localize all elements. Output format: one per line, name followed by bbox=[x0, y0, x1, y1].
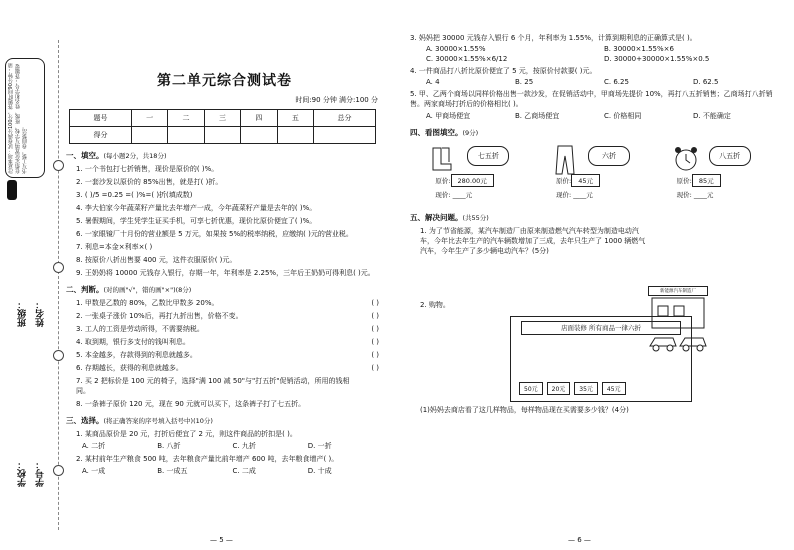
choice-options bbox=[426, 78, 782, 86]
fill-question: 5. 暑假期间，学生凭学生证买手机，可享七折优惠，现价比原价便宜了( )%。 bbox=[76, 217, 317, 225]
price-tag-boots bbox=[425, 144, 535, 206]
section-heading: 二、判断。(对的画"√"，错的画"×")(8分) bbox=[66, 285, 192, 294]
score-header: 总分 bbox=[314, 110, 376, 127]
option[interactable]: B. 八折 bbox=[157, 442, 181, 450]
pants-icon bbox=[552, 144, 578, 176]
score-cell[interactable] bbox=[241, 127, 277, 144]
right-page bbox=[410, 30, 782, 415]
option[interactable]: A. 二折 bbox=[82, 442, 106, 450]
problem-subquestion: (1)妈妈去商店看了这几样物品，每样物品现在买需要多少钱？(4分) bbox=[420, 406, 629, 414]
class-field[interactable]: 班级： bbox=[18, 300, 28, 327]
score-cell[interactable] bbox=[277, 127, 313, 144]
judge-question: 5. 本金越多，存款得到的利息就越多。 ( ) bbox=[76, 351, 379, 359]
option[interactable]: C. 6.25 bbox=[604, 78, 629, 86]
judge-question: 1. 甲数是乙数的 80%，乙数比甲数多 20%。 ( ) bbox=[76, 299, 379, 307]
discount-badge: 六折 bbox=[588, 146, 630, 166]
option[interactable]: D. 62.5 bbox=[693, 78, 719, 86]
option[interactable]: A. 一成 bbox=[82, 467, 106, 475]
shelf-price: 35元 bbox=[574, 382, 598, 395]
score-cell[interactable] bbox=[131, 127, 167, 144]
fill-question: 6. 一家眼镜厂十月份的营业额是 5 万元，如果按 5%的税率纳税，应缴纳( )元的营业税。 bbox=[76, 230, 353, 238]
choice-question: 4. 一件商品打八折比原价便宜了 5 元，按原价付款要( )元。 bbox=[410, 67, 597, 75]
option[interactable]: A. 30000×1.55% bbox=[426, 45, 486, 53]
score-header: 三 bbox=[204, 110, 240, 127]
school-field[interactable]: 学校： bbox=[18, 460, 28, 487]
price-tag-pants bbox=[546, 144, 656, 206]
score-row-label: 得分 bbox=[70, 127, 132, 144]
option[interactable]: D. 十成 bbox=[307, 467, 332, 475]
factory-sign: 新能源汽车制造厂 bbox=[648, 286, 708, 296]
alarm-clock-icon bbox=[671, 144, 701, 174]
score-header: 五 bbox=[277, 110, 313, 127]
cut-line bbox=[58, 40, 59, 530]
score-cell[interactable] bbox=[168, 127, 204, 144]
option[interactable]: C. 30000×1.55%×6/12 bbox=[426, 55, 508, 63]
problem-question: 2. 购物。 bbox=[420, 301, 450, 309]
option[interactable]: C. 价格相同 bbox=[604, 112, 642, 120]
binding-hole bbox=[53, 350, 64, 361]
option[interactable]: B. 25 bbox=[515, 78, 534, 86]
shelf-price: 45元 bbox=[602, 382, 626, 395]
judge-question: 2. 一张桌子涨价 10%后，再打九折出售，价格不变。 ( ) bbox=[76, 312, 379, 320]
choice-question: 1. 某商品原价是 20 元，打折后便宜了 2 元，则这件商品的折扣是( )。 bbox=[76, 430, 297, 438]
current-price-blank[interactable]: 现价: ____元 bbox=[555, 191, 593, 199]
fill-question: 2. 一套沙发以原价的 85%出售，就是打( )折。 bbox=[76, 178, 223, 186]
judge-question: 7. 买 2 把标价是 100 元的椅子，选择"满 100 减 50"与"打五折"促销活动，所用的钱相同。 bbox=[76, 377, 350, 395]
page-number: — 5 — bbox=[210, 536, 233, 544]
exam-info: 时间:90 分钟 满分:100 分 bbox=[295, 96, 378, 104]
price-tags bbox=[420, 144, 782, 206]
current-price-blank[interactable]: 现价: ____元 bbox=[676, 191, 714, 199]
fill-question: 4. 李大伯家今年蔬菜籽产量比去年增产一成，今年蔬菜籽产量是去年的( )%。 bbox=[76, 204, 317, 212]
problem-question: 1. 为了节省能源，某汽车制造厂由原来制造燃气汽车转型为制造电动汽车，今年比去年生产的汽车辆数增加了三成，去年只生产了 1000 辆燃气汽车，今年生产了多少辆电动汽车？(5分) bbox=[420, 227, 646, 255]
score-header: 二 bbox=[168, 110, 204, 127]
factory-cars-icon bbox=[648, 296, 708, 358]
student-id-field[interactable]: 学号： bbox=[36, 460, 46, 487]
judge-question: 8. 一条裤子原价 120 元，现在 90 元就可以买下，这条裤子打了七五折。 bbox=[76, 400, 306, 408]
fill-question: 1. 一个书包打七折销售，现价是原价的( )%。 bbox=[76, 165, 219, 173]
score-table bbox=[69, 109, 376, 144]
binding-hole bbox=[53, 262, 64, 273]
shelf-price: 50元 bbox=[519, 382, 543, 395]
option[interactable]: C. 二成 bbox=[232, 467, 256, 475]
binding-hole bbox=[53, 160, 64, 171]
choice-options bbox=[426, 111, 782, 121]
left-page bbox=[66, 30, 383, 476]
judge-question: 6. 存期越长，获得的利息就越多。 ( ) bbox=[76, 364, 379, 372]
section-heading: 一、填空。(每小题2分，共18分) bbox=[66, 151, 167, 160]
original-price: 原价: 45元 bbox=[556, 174, 600, 187]
option[interactable]: B. 乙商场便宜 bbox=[515, 112, 560, 120]
section-heading: 四、看图填空。(9分) bbox=[410, 128, 479, 137]
choice-question: 5. 甲、乙两个商场以同样价格出售一款沙发，在促销活动中，甲商场先提价 10%，再打八五折销售；乙商场打八折销售。两家商场打折后的价格相比( )。 bbox=[410, 90, 773, 108]
binding-hole bbox=[53, 465, 64, 476]
score-header: 一 bbox=[131, 110, 167, 127]
page-title: 第二单元综合测试卷 bbox=[157, 73, 292, 89]
score-header: 题号 bbox=[70, 110, 132, 127]
shelf-price: 20元 bbox=[547, 382, 571, 395]
choice-options bbox=[426, 45, 782, 53]
option[interactable]: B. 一成五 bbox=[157, 467, 188, 475]
section-heading: 五、解决问题。(共55分) bbox=[410, 213, 489, 222]
shelf-prices bbox=[519, 382, 626, 395]
shop-sign: 店面装修 所有商品一律六折 bbox=[521, 321, 681, 335]
section-heading: 三、选择。(将正确答案的序号填入括号中)(10分) bbox=[66, 416, 213, 425]
price-tag-clock bbox=[667, 144, 777, 206]
option[interactable]: D. 一折 bbox=[307, 442, 332, 450]
discount-badge: 八五折 bbox=[709, 146, 751, 166]
original-price: 原价: 85元 bbox=[677, 174, 721, 187]
option[interactable]: D. 30000+30000×1.55%×0.5 bbox=[604, 55, 710, 63]
original-price: 原价: 280.00元 bbox=[435, 174, 493, 187]
option[interactable]: C. 九折 bbox=[232, 442, 256, 450]
option[interactable]: A. 甲商场便宜 bbox=[426, 112, 471, 120]
score-cell[interactable] bbox=[204, 127, 240, 144]
choice-question: 3. 妈妈把 30000 元钱存入银行 6 个月，年利率为 1.55%，计算到期利息的正确算式是( )。 bbox=[410, 34, 697, 42]
side-badge bbox=[7, 180, 17, 200]
factory-illustration bbox=[648, 286, 708, 362]
boots-icon bbox=[429, 144, 459, 174]
choice-options bbox=[426, 55, 782, 63]
discount-badge: 七五折 bbox=[467, 146, 509, 166]
option[interactable]: B. 30000×1.55%×6 bbox=[604, 45, 674, 53]
instructions-box: 注意事项：试卷满分100分，答题时间90分钟；请在指定位置填写学校、班级、姓名和学号；答题要书写工整，卷面整洁。 bbox=[5, 58, 45, 178]
score-cell[interactable] bbox=[314, 127, 376, 144]
page-number: — 6 — bbox=[568, 536, 591, 544]
choice-question: 2. 某村前年生产粮食 500 吨，去年粮食产量比前年增产 600 吨，去年粮食增产( )。 bbox=[76, 455, 339, 463]
fill-question: 8. 按原价八折出售要 400 元，这件衣服原价( )元。 bbox=[76, 256, 237, 264]
option[interactable]: A. 4 bbox=[426, 78, 440, 86]
judge-question: 3. 工人的工资是劳动所得，不需要纳税。 ( ) bbox=[76, 325, 379, 333]
fill-question: 7. 利息=本金×利率×( ) bbox=[76, 243, 153, 251]
option[interactable]: D. 不能确定 bbox=[693, 112, 731, 120]
choice-options bbox=[82, 441, 383, 451]
fill-question: 9. 王奶奶将 10000 元钱存入银行，存期一年，年利率是 2.25%，三年后王奶奶可得利息( )元。 bbox=[76, 269, 375, 277]
choice-options bbox=[82, 466, 383, 476]
judge-question: 4. 取到期，银行多支付的钱叫利息。 ( ) bbox=[76, 338, 379, 346]
name-field[interactable]: 姓名： bbox=[36, 300, 46, 327]
current-price-blank[interactable]: 现价: ____元 bbox=[435, 191, 473, 199]
score-header: 四 bbox=[241, 110, 277, 127]
fill-question: 3. ( )/5 =0.25 =( )%=( )折(填成数) bbox=[76, 191, 193, 199]
